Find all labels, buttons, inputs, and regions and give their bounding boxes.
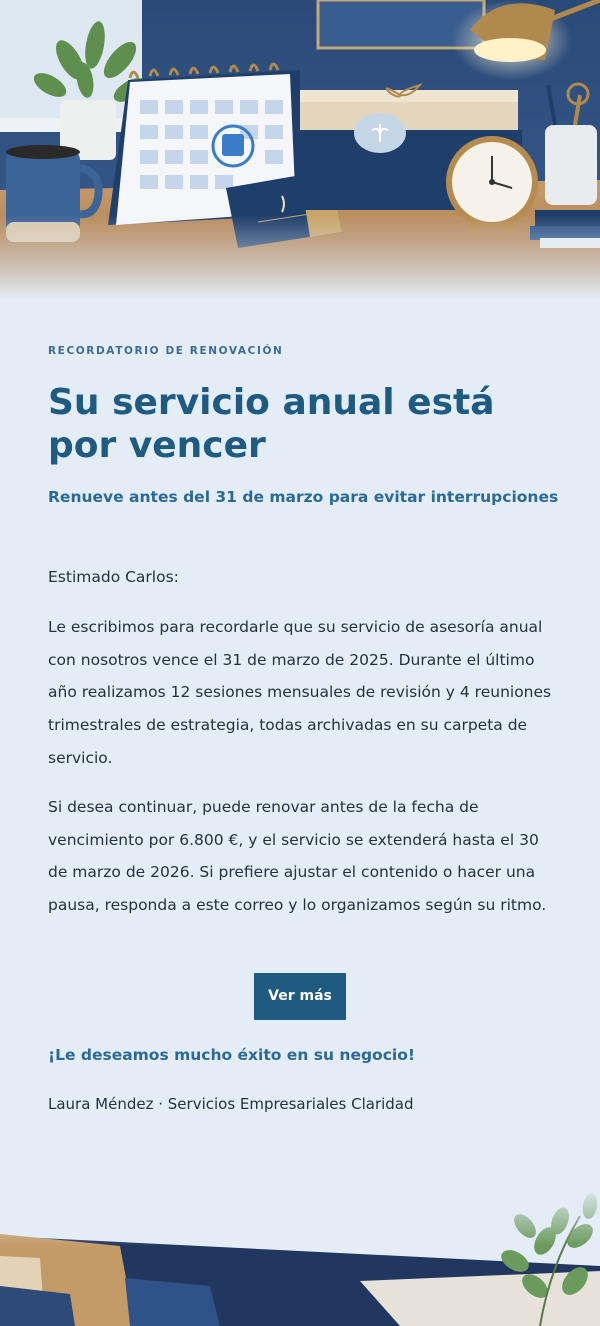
cta-container: [48, 973, 552, 1020]
eyebrow-label: RECORDATORIO DE RENOVACIÓN: [48, 345, 284, 357]
footer-illustration: [0, 1186, 600, 1326]
signature: Laura Méndez · Servicios Empresariales Claridad: [48, 1095, 414, 1113]
hero-illustration: [0, 0, 600, 300]
ver-mas-button[interactable]: Ver más: [254, 973, 346, 1020]
email-subtitle: Renueve antes del 31 de marzo para evitar interrupciones: [48, 488, 559, 506]
body-paragraph-1: Le escribimos para recordarle que su servicio de asesoría anual con nosotros vence el 31 de marzo de 2025. Durante el último año realizamos 12 sesiones mensuales de revisión y 4 reuniones trimestrales de estrategia, todas archivadas en su carpeta de servicio.: [48, 618, 552, 767]
desk-footer-illustration: [0, 1186, 600, 1326]
desk-scene-illustration: [0, 0, 600, 300]
closing-message: ¡Le deseamos mucho éxito en su negocio!: [48, 1046, 415, 1064]
email-title: Su servicio anual está por vencer: [48, 382, 495, 466]
body-paragraph-2: Si desea continuar, puede renovar antes de la fecha de vencimiento por 6.800 €, y el servicio se extenderá hasta el 30 de marzo de 2026. Si prefiere ajustar el contenido o hacer una pausa, responda a este correo y lo organizamos según su ritmo.: [48, 798, 547, 915]
greeting: Estimado Carlos:: [48, 568, 179, 586]
